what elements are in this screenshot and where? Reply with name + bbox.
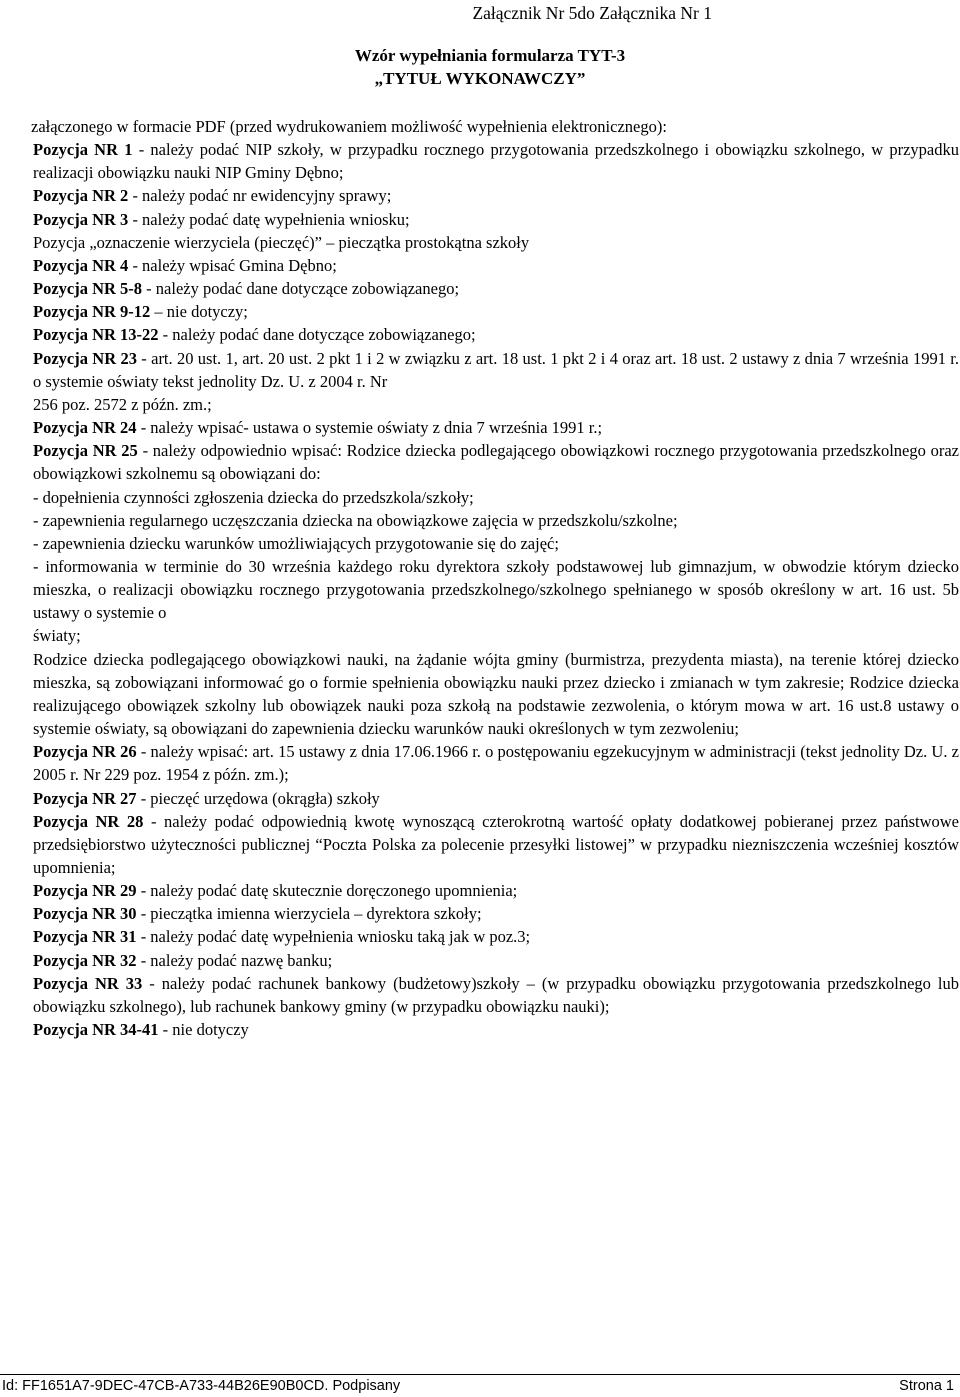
page-number: Strona 1: [899, 1378, 954, 1394]
position-5-8: [33, 277, 959, 300]
position-23-continued: 256 poz. 2572 z późn. zm.;: [33, 394, 212, 414]
position-25-item-tail: światy;: [33, 626, 81, 646]
position-13-22-label: Pozycja NR 13-22: [33, 325, 159, 345]
position-28-label: Pozycja NR 28: [33, 811, 144, 831]
position-34-41-text: - nie dotyczy: [158, 1020, 249, 1040]
parents-obligation-text: Rodzice dziecka podlegającego obowiązkowi nauki, na żądanie wójta gminy (burmistrza, prezydenta miasta), na terenie której dziecko mieszka, są zobowiązani informować go o formie spełnienia obowiązku nauki przez dziecko i zmianach w tym zakresie; Rodzice dziecka realizującego obowiązek szkolny lub obowiązek nauki poza szkołą na podstawie zezwolenia, o którym mowa w art. 16 ust.8 ustawy o systemie oświaty, są obowiązani do zapewnienia dziecku warunków nauki określonych w tym zezwoleniu;: [33, 649, 959, 739]
position-33-text: - należy podać rachunek bankowy (budżetowy)szkoły – (w przypadku obowiązku przygotowania przedszkolnego lub obowiązku szkolnego), lub rachunek bankowy gminy (w przypadku obowiązku nauki);: [33, 973, 959, 1016]
position-31-text: - należy podać datę wypełnienia wniosku taką jak w poz.3;: [136, 927, 531, 947]
position-31: [33, 925, 959, 948]
position-25-label: Pozycja NR 25: [33, 441, 138, 461]
position-24-text: - należy wpisać- ustawa o systemie oświaty z dnia 7 września 1991 r.;: [136, 418, 603, 438]
position-5-8-label: Pozycja NR 5-8: [33, 279, 143, 299]
position-32-text: - należy podać nazwę banku;: [136, 950, 333, 970]
position-25-item: - zapewnienia regularnego uczęszczania dziecka na obowiązkowe zajęcia w przedszkolu/szkolne;: [33, 510, 678, 530]
position-32: [33, 949, 959, 972]
attachment-label: Załącznik Nr 5do Załącznika Nr 1: [472, 3, 712, 23]
position-24: [33, 416, 959, 439]
position-2-label: Pozycja NR 2: [33, 186, 129, 206]
position-26-label: Pozycja NR 26: [33, 742, 137, 762]
position-34-41: [33, 1018, 959, 1041]
position-29-label: Pozycja NR 29: [33, 881, 137, 901]
position-32-label: Pozycja NR 32: [33, 950, 137, 970]
position-13-22: [33, 323, 959, 346]
position-creditor-mark: Pozycja „oznaczenie wierzyciela (pieczęć)” – pieczątka prostokątna szkoły: [33, 232, 530, 252]
position-30-label: Pozycja NR 30: [33, 904, 137, 924]
position-5-8-text: - należy podać dane dotyczące zobowiązanego;: [142, 279, 460, 299]
position-27-label: Pozycja NR 27: [33, 788, 137, 808]
position-33-label: Pozycja NR 33: [33, 973, 143, 993]
position-25-item: - dopełnienia czynności zgłoszenia dziecka do przedszkola/szkoły;: [33, 487, 474, 507]
position-1: [33, 138, 959, 184]
position-1-label: Pozycja NR 1: [33, 140, 133, 160]
position-31-label: Pozycja NR 31: [33, 927, 137, 947]
position-24-label: Pozycja NR 24: [33, 418, 137, 438]
document-subtitle: „TYTUŁ WYKONAWCZY”: [374, 69, 586, 88]
position-9-12: [33, 300, 959, 323]
position-26: [33, 740, 959, 786]
position-9-12-text: – nie dotyczy;: [150, 302, 248, 322]
page-footer: [0, 1374, 960, 1397]
position-28-text: - należy podać odpowiednią kwotę wynoszącą czterokrotną wartość opłaty dodatkowej pobieranej przez państwowe przedsiębiorstwo użyteczności publicznej “Poczta Polska za polecenie przesyłki listowej” w przypadku niezniszczenia wcześniej kosztów upomnienia;: [33, 811, 959, 877]
position-3: [33, 208, 959, 231]
position-28: [33, 810, 959, 879]
document-body: [33, 115, 959, 1041]
position-23-label: Pozycja NR 23: [33, 348, 137, 368]
position-25-text: - należy odpowiednio wpisać: Rodzice dziecka podlegającego obowiązkowi rocznego przygotowania przedszkolnego oraz obowiązkowi szkolnemu są obowiązani do:: [33, 441, 959, 484]
position-29-text: - należy podać datę skutecznie doręczonego upomnienia;: [136, 881, 518, 901]
position-25-item: - zapewnienia dziecku warunków umożliwiających przygotowanie się do zajęć;: [33, 533, 559, 553]
position-30: [33, 902, 959, 925]
position-2: [33, 184, 959, 207]
position-29: [33, 879, 959, 902]
document-title: Wzór wypełniania formularza TYT-3: [354, 46, 626, 65]
position-13-22-text: - należy podać dane dotyczące zobowiązanego;: [158, 325, 476, 345]
position-3-label: Pozycja NR 3: [33, 209, 129, 229]
position-9-12-label: Pozycja NR 9-12: [33, 302, 151, 322]
position-27: [33, 787, 959, 810]
position-4-text: - należy wpisać Gmina Dębno;: [128, 255, 337, 275]
position-4: [33, 254, 959, 277]
intro-text: załączonego w formacie PDF (przed wydrukowaniem możliwość wypełnienia elektronicznego):: [31, 117, 667, 136]
position-4-label: Pozycja NR 4: [33, 255, 129, 275]
position-33: [33, 972, 959, 1018]
position-2-text: - należy podać nr ewidencyjny sprawy;: [128, 186, 392, 206]
position-1-text: - należy podać NIP szkoły, w przypadku rocznego przygotowania przedszkolnego i obowiązku szkolnego, w przypadku realizacji obowiązku nauki NIP Gminy Dębno;: [33, 140, 959, 183]
position-27-text: - pieczęć urzędowa (okrągła) szkoły: [136, 788, 380, 808]
position-26-text: - należy wpisać: art. 15 ustawy z dnia 17.06.1966 r. o postępowaniu egzekucyjnym w administracji (tekst jednolity Dz. U. z 2005 r. Nr 229 poz. 1954 z późn. zm.);: [33, 742, 959, 785]
position-34-41-label: Pozycja NR 34-41: [33, 1020, 159, 1040]
position-30-text: - pieczątka imienna wierzyciela – dyrektora szkoły;: [136, 904, 482, 924]
position-23-text: - art. 20 ust. 1, art. 20 ust. 2 pkt 1 i 2 w związku z art. 18 ust. 1 pkt 2 i 4 oraz art. 18 ust. 2 ustawy z dnia 7 września 1991 r. o systemie oświaty tekst jednolity Dz. U. z 2004 r. Nr: [33, 348, 959, 391]
position-23: [33, 347, 959, 393]
document-id: Id: FF1651A7-9DEC-47CB-A733-44B26E90B0CD. Podpisany: [2, 1378, 401, 1394]
position-3-text: - należy podać datę wypełnienia wniosku;: [128, 209, 410, 229]
position-25-item: - informowania w terminie do 30 września każdego roku dyrektora szkoły podstawowej lub gimnazjum, w obwodzie którym dziecko mieszka, o realizacji obowiązku rocznego przygotowania przedszkolnego/szkolnego spełnianego w sposób określony w art. 16 ust. 5b ustawy o systemie o: [33, 556, 959, 623]
position-25: [33, 439, 959, 485]
